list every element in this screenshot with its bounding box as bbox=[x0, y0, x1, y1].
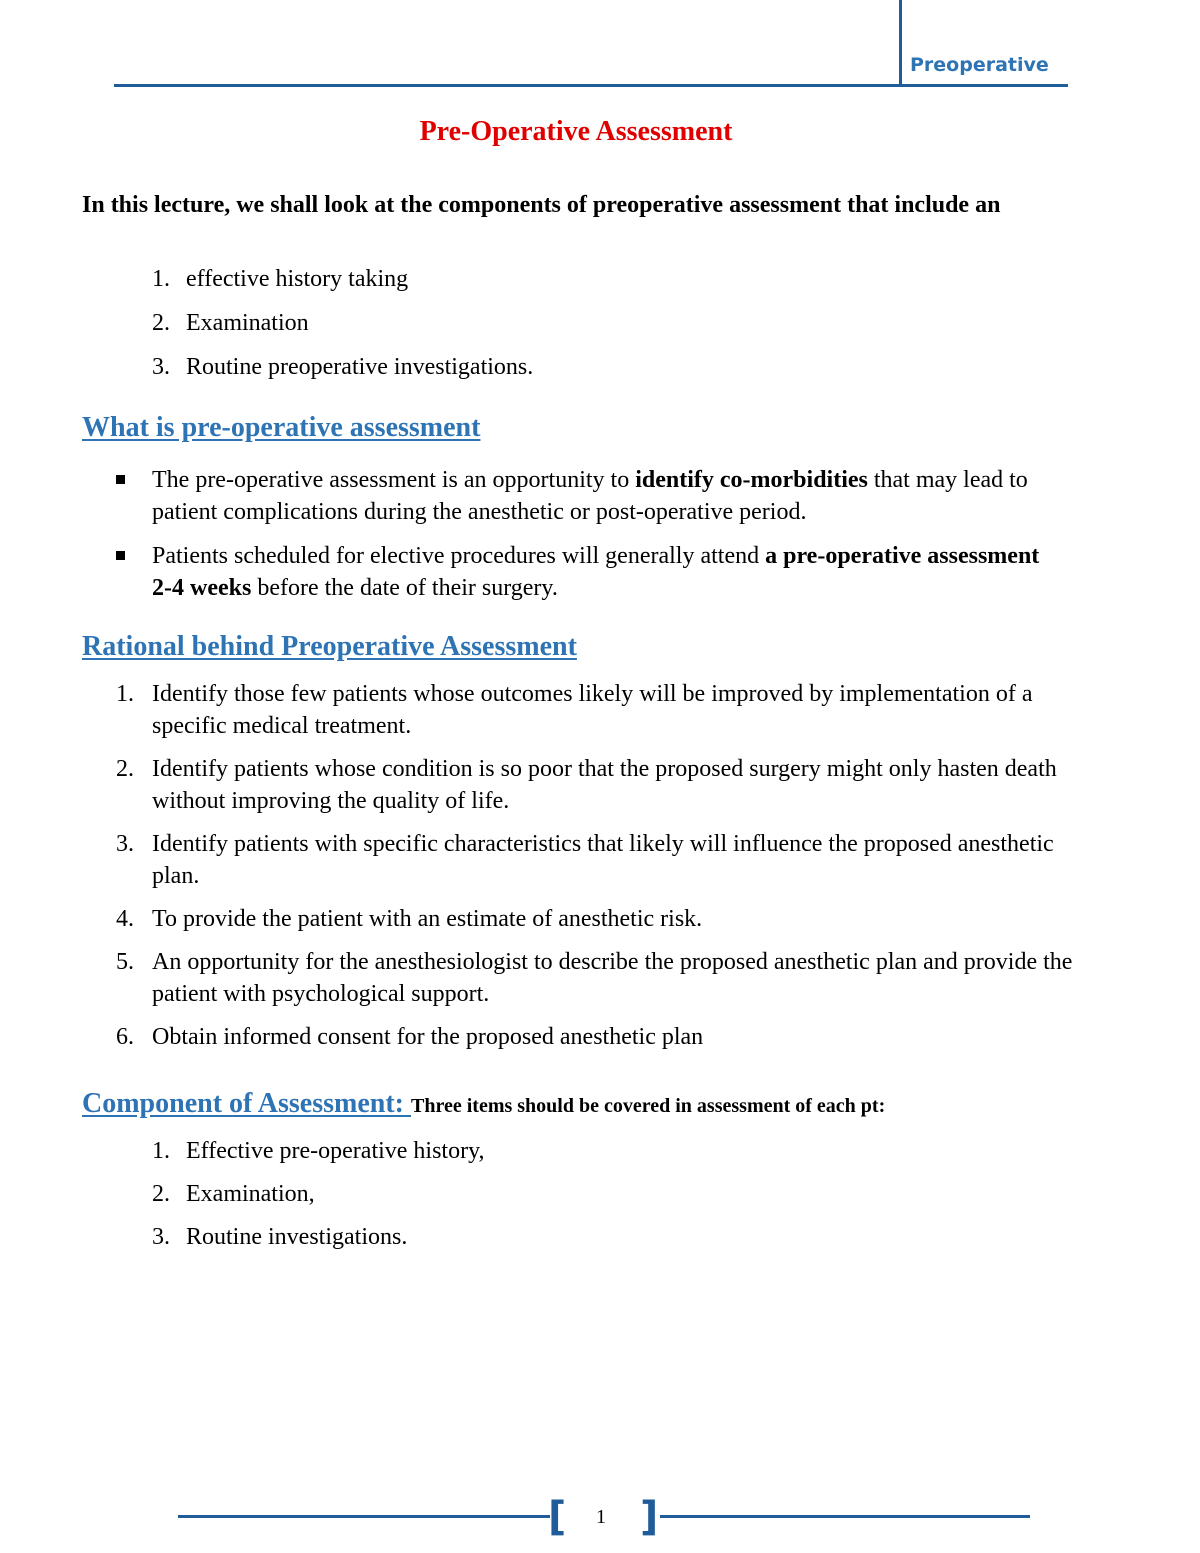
section-heading-rational: Rational behind Preoperative Assessment bbox=[82, 631, 577, 662]
component-list bbox=[152, 1135, 485, 1264]
rational-list bbox=[116, 678, 1076, 1064]
section-heading-what-is: What is pre-operative assessment bbox=[82, 412, 481, 443]
square-bullet-icon bbox=[116, 475, 125, 484]
intro-paragraph: In this lecture, we shall look at the components of preoperative assessment that include an bbox=[82, 192, 1001, 218]
footer-rule-left bbox=[178, 1515, 550, 1518]
list-item: 4. To provide the patient with an estimate of anesthetic risk. bbox=[116, 906, 703, 932]
list-item: 5. An opportunity for the anesthesiologist to describe the proposed anesthetic plan and provide the patient with psychological support. bbox=[116, 949, 1073, 1007]
list-item: Patients scheduled for elective procedures will generally attend a pre-operative assessment 2-4 weeks before the date of their surgery. bbox=[116, 540, 1046, 604]
list-item: 1. Identify those few patients whose outcomes likely will be improved by implementation of a specific medical treatment. bbox=[116, 681, 1033, 739]
intro-list bbox=[152, 263, 533, 395]
page-title: Pre-Operative Assessment bbox=[419, 116, 733, 147]
right-bracket-icon: ] bbox=[640, 1494, 659, 1540]
list-item: 3. Routine investigations. bbox=[152, 1224, 408, 1250]
header-rule bbox=[114, 84, 1068, 87]
page-number: 1 bbox=[596, 1506, 606, 1528]
footer-rule-right bbox=[660, 1515, 1030, 1518]
list-item: 6. Obtain informed consent for the proposed anesthetic plan bbox=[116, 1024, 704, 1050]
list-item: 3. Identify patients with specific characteristics that likely will influence the proposed anesthetic plan. bbox=[116, 831, 1054, 889]
list-item: 1. effective history taking bbox=[152, 266, 409, 292]
list-item: 3. Routine preoperative investigations. bbox=[152, 354, 534, 380]
list-item: 1. Effective pre-operative history, bbox=[152, 1138, 485, 1164]
header-divider-vertical bbox=[899, 0, 902, 87]
list-item: 2. Examination, bbox=[152, 1181, 315, 1207]
section-heading-component: Component of Assessment: Three items should be covered in assessment of each pt: bbox=[82, 1088, 886, 1119]
square-bullet-icon bbox=[116, 551, 125, 560]
section-subheading: Three items should be covered in assessment of each pt: bbox=[411, 1095, 886, 1117]
list-item: 2. Examination bbox=[152, 310, 309, 336]
list-item: 2. Identify patients whose condition is so poor that the proposed surgery might only hasten death without improving the quality of life. bbox=[116, 756, 1057, 814]
left-bracket-icon: [ bbox=[548, 1494, 567, 1540]
list-item: The pre-operative assessment is an opportunity to identify co-morbidities that may lead to patient complications during the anesthetic or post-operative period. bbox=[116, 464, 1046, 528]
what-is-bullets bbox=[116, 464, 1046, 616]
header-label: Preoperative bbox=[910, 54, 1049, 76]
